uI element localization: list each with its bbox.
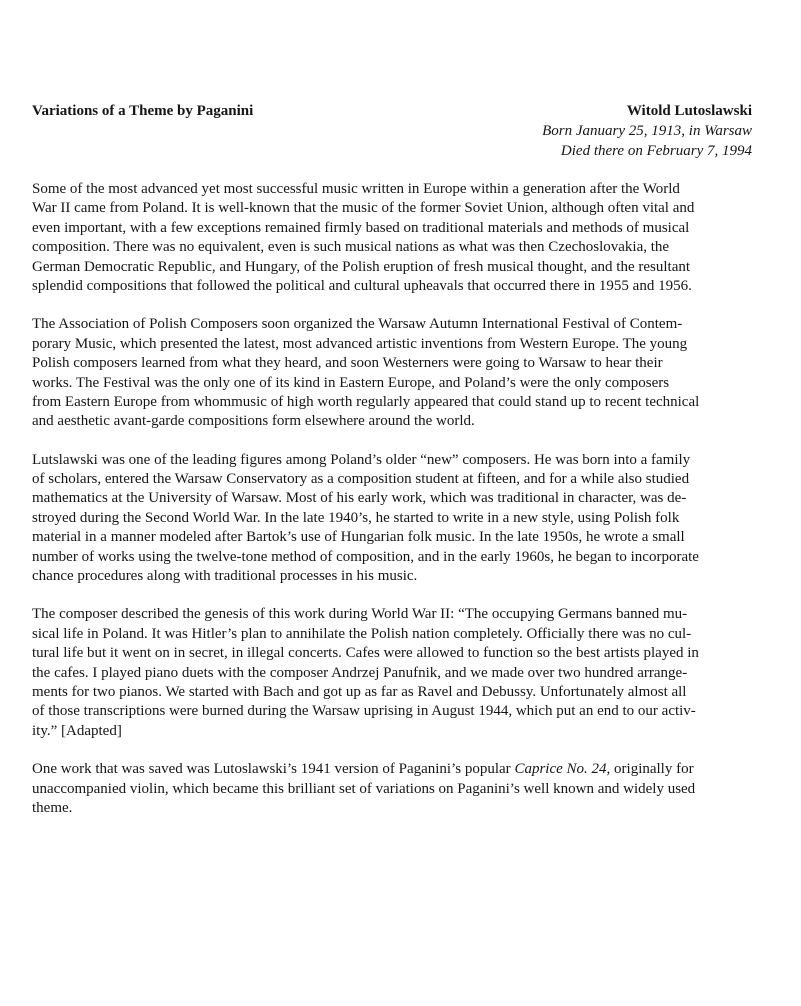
composer-block <box>542 101 752 161</box>
paragraph-5 <box>32 760 754 818</box>
text-line: theme. <box>32 799 73 816</box>
text-line: unaccompanied violin, which became this brilliant set of variations on Paganini’s well known and widely used <box>32 780 696 797</box>
text-line: splendid compositions that followed the political and cultural upheavals that occurred there in 1955 and 1956. <box>32 277 692 294</box>
work-title-caprice: Caprice No. 24 <box>514 761 607 778</box>
composer-name: Witold Lutoslawski <box>626 103 752 119</box>
text-line: of scholars, entered the Warsaw Conservatory as a composition student at fifteen, and for a while also studied <box>32 471 690 488</box>
text-line: The composer described the genesis of this work during World War II: “The occupying Germans banned mu- <box>32 606 688 623</box>
program-note-body <box>32 180 754 837</box>
text-line: tural life but it went on in secret, in illegal concerts. Cafes were allowed to function so the best artists played in <box>32 645 699 662</box>
text-line: the cafes. I played piano duets with the composer Andrzej Panufnik, and we made over two hundred arrange- <box>32 664 688 681</box>
text-segment: One work that was saved was Lutoslawski’s 1941 version of Paganini’s popular <box>32 761 515 778</box>
composer-death: Died there on February 7, 1994 <box>560 143 752 159</box>
text-line: even important, with a few exceptions remained firmly based on traditional materials and methods of musical <box>32 219 690 236</box>
text-line: stroyed during the Second World War. In the late 1940’s, he started to write in a new style, using Polish folk <box>32 509 680 526</box>
text-line: German Democratic Republic, and Hungary, of the Polish eruption of fresh musical thought, and the resultant <box>32 258 691 275</box>
text-line: Lutslawski was one of the leading figures among Poland’s older “new” composers. He was born into a family <box>32 451 691 468</box>
text-line: The Association of Polish Composers soon organized the Warsaw Autumn International Festival of Contem- <box>32 316 683 333</box>
paragraph-3 <box>32 451 754 587</box>
text-line: and aesthetic avant-garde compositions form elsewhere around the world. <box>32 413 475 430</box>
paragraph-2 <box>32 315 754 431</box>
text-line: porary Music, which presented the latest, most advanced artistic inventions from Western Europe. The young <box>32 335 688 352</box>
text-line <box>32 760 754 779</box>
text-segment: , originally for <box>606 761 694 778</box>
composer-birth: Born January 25, 1913, in Warsaw <box>542 123 752 139</box>
text-line: sical life in Poland. It was Hitler’s plan to annihilate the Polish nation completely. Officially there was no cul- <box>32 625 692 642</box>
text-line: chance procedures along with traditional processes in his music. <box>32 568 418 585</box>
text-line: number of works using the twelve-tone method of composition, and in the early 1960s, he began to incorporate <box>32 548 699 565</box>
text-line: works. The Festival was the only one of its kind in Eastern Europe, and Poland’s were the only composers <box>32 374 670 391</box>
text-line: Polish composers learned from what they heard, and soon Westerners were going to Warsaw to hear their <box>32 355 663 372</box>
piece-title: Variations of a Theme by Paganini <box>32 103 254 119</box>
paragraph-4 <box>32 605 754 741</box>
text-line: War II came from Poland. It is well-known that the music of the former Soviet Union, although often vital and <box>32 200 695 217</box>
paragraph-1 <box>32 180 754 296</box>
text-line: ity.” [Adapted] <box>32 722 122 739</box>
text-line: Some of the most advanced yet most successful music written in Europe within a generation after the World <box>32 181 680 197</box>
text-line: of those transcriptions were burned during the Warsaw uprising in August 1944, which put an end to our activ- <box>32 703 696 720</box>
text-line: ments for two pianos. We started with Bach and got up as far as Ravel and Debussy. Unfortunately almost all <box>32 683 687 700</box>
text-line: composition. There was no equivalent, even is such musical nations as what was then Czechoslovakia, the <box>32 239 670 256</box>
text-line: mathematics at the University of Warsaw. Most of his early work, which was traditional in character, was de- <box>32 490 687 507</box>
text-line: material in a manner modeled after Bartok’s use of Hungarian folk music. In the late 1950s, he wrote a small <box>32 529 685 546</box>
text-line: from Eastern Europe from whommusic of high worth regularly appeared that could stand up to recent technical <box>32 393 700 410</box>
